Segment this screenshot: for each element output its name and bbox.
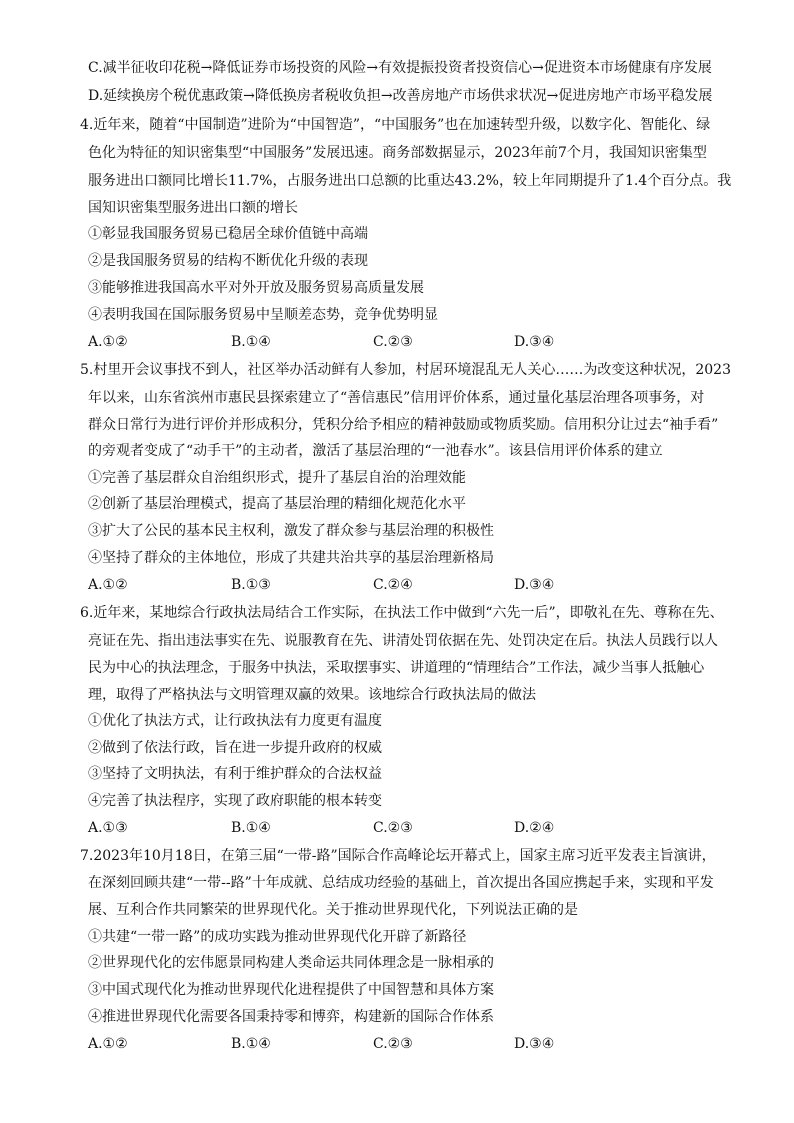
q5-option-b: B.①③ — [231, 577, 271, 593]
q6-option-c: C.②③ — [373, 820, 413, 836]
q4-item: ③能够推进我国高水平对外开放及服务贸易高质量发展 — [88, 280, 424, 296]
q5-item: ①完善了基层群众自治组织形式，提升了基层自治的治理效能 — [88, 470, 466, 486]
q5-stem-line: 群众日常行为进行评价并形成积分，凭积分给予相应的精神鼓励或物质奖励。信用积分让过去“袖手看” — [88, 417, 719, 433]
q6-option-b: B.①④ — [231, 820, 271, 836]
q4-stem-line: 服务进出口额同比增长11.7%，占服务进出口总额的比重达43.2%，较上年同期提升了1.4个百分点。我 — [88, 173, 732, 189]
q5-item: ③扩大了公民的基本民主权利，激发了群众参与基层治理的积极性 — [88, 523, 494, 539]
q7-option-c: C.②③ — [373, 1036, 413, 1052]
q4-item: ①彰显我国服务贸易已稳居全球价值链中高端 — [88, 226, 368, 242]
q5-option-a: A.①② — [88, 577, 128, 593]
q5-item: ②创新了基层治理模式，提高了基层治理的精细化规范化水平 — [88, 496, 466, 512]
q4-item: ②是我国服务贸易的结构不断优化升级的表现 — [88, 253, 368, 269]
q7-stem-line: 展、互利合作共同繁荣的世界现代化。关于推动世界现代化，下列说法正确的是 — [88, 902, 578, 918]
q6-item: ①优化了执法方式，让行政执法有力度更有温度 — [88, 713, 382, 729]
q7-option-a: A.①② — [88, 1036, 128, 1052]
q4-item: ④表明我国在国际服务贸易中呈顺差态势，竞争优势明显 — [88, 307, 438, 323]
q6-item: ②做到了依法行政，旨在进一步提升政府的权威 — [88, 740, 382, 756]
q5-stem-line: 5.村里开会议事找不到人，社区举办活动鲜有人参加，村居环境混乱无人关心……为改变这种状况，2023 — [80, 362, 731, 378]
q5-option-c: C.②④ — [373, 577, 413, 593]
q5-stem-line: 的旁观者变成了“动手干”的主动者，激活了基层治理的“一池春水”。该县信用评价体系的建立 — [88, 443, 663, 459]
q4-option-a: A.①② — [88, 334, 128, 350]
q7-item: ④推进世界现代化需要各国秉持零和博弈，构建新的国际合作体系 — [88, 1009, 494, 1025]
q6-item: ④完善了执法程序，实现了政府职能的根本转变 — [88, 793, 382, 809]
q6-option-a: A.①③ — [88, 820, 128, 836]
q7-item: ②世界现代化的宏伟愿景同构建人类命运共同体理念是一脉相承的 — [88, 955, 494, 971]
q4-stem-line: 国知识密集型服务进出口额的增长 — [88, 200, 298, 216]
q3-option-c: C.减半征收印花税→降低证券市场投资的风险→有效提振投资者投资信心→促进资本市场健康有序发展 — [88, 60, 712, 76]
q6-stem-line: 理，取得了严格执法与文明管理双赢的效果。该地综合行政执法局的做法 — [88, 687, 536, 703]
q7-item: ③中国式现代化为推动世界现代化进程提供了中国智慧和具体方案 — [88, 982, 494, 998]
q4-option-d: D.③④ — [514, 334, 555, 350]
q4-stem-line: 色化为特征的知识密集型“中国服务”发展迅速。商务部数据显示，2023年前7个月，我国知识密集型 — [88, 145, 707, 161]
q7-option-b: B.①④ — [231, 1036, 271, 1052]
q6-stem-line: 亮证在先、指出违法事实在先、说服教育在先、讲清处罚依据在先、处罚决定在后。执法人员践行以人 — [88, 633, 718, 649]
q7-item: ①共建“一带一路”的成功实践为推动世界现代化开辟了新路径 — [88, 929, 467, 945]
q3-option-d: D.延续换房个税优惠政策→降低换房者税收负担→改善房地产市场供求状况→促进房地产市场平稳发展 — [88, 88, 713, 104]
q4-option-c: C.②③ — [373, 334, 413, 350]
q7-stem-line: 7.2023年10月18日，在第三届“一带-路”国际合作高峰论坛开幕式上，国家主席习近平发表主旨演讲， — [80, 848, 716, 864]
q6-option-d: D.②④ — [514, 820, 555, 836]
q7-stem-line: 在深刻回顾共建“一带--路”十年成就、总结成功经验的基础上，首次提出各国应携起手来，实现和平发 — [88, 875, 714, 891]
q4-stem-line: 4.近年来，随着“中国制造”进阶为“中国智造”，“中国服务”也在加速转型升级，以数字化、智能化、绿 — [80, 117, 711, 133]
q6-item: ③坚持了文明执法，有利于维护群众的合法权益 — [88, 766, 382, 782]
q5-item: ④坚持了群众的主体地位，形成了共建共治共享的基层治理新格局 — [88, 550, 494, 566]
q5-option-d: D.③④ — [514, 577, 555, 593]
q5-stem-line: 年以来，山东省滨州市惠民县探索建立了“善信惠民”信用评价体系，通过量化基层治理各项事务，对 — [88, 390, 705, 406]
q7-option-d: D.③④ — [514, 1036, 555, 1052]
q6-stem-line: 6.近年来，某地综合行政执法局结合工作实际，在执法工作中做到“六先一后”，即敬礼在先、尊称在先、 — [80, 605, 724, 621]
q4-option-b: B.①④ — [231, 334, 271, 350]
q6-stem-line: 民为中心的执法理念，于服务中执法，采取摆事实、讲道理的“情理结合”工作法，减少当事人抵触心 — [88, 660, 705, 676]
